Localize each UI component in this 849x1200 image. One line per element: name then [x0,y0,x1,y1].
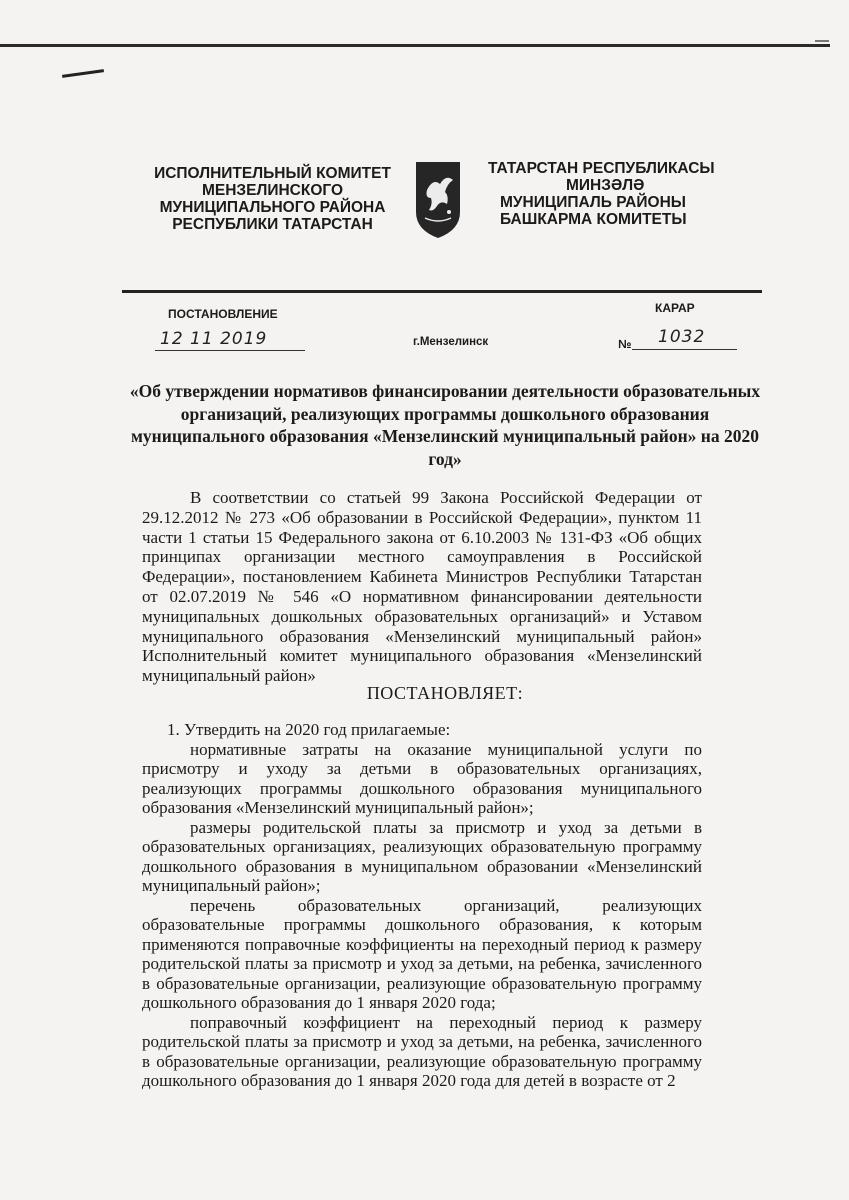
doc-date: 12 11 2019 [160,329,268,349]
document-title: «Об утверждении нормативов финансировании деятельности образовательных организаций, реализующих программы дошкольного образования муниципального образования «Мензелинский муниципальный район» на 2020 год» [129,381,761,469]
sub-item-3: перечень образовательных организаций, реализующих образовательные программы дошкольного образования, к которым применяются поправочные коэффициенты на переходный период к размеру родительской платы за присмотр и уход за детьми, на ребенка, зачисленного в образовательные организации, реализующие образовательную программу дошкольного образования до 1 января 2020 года; [142,895,702,1012]
org-ru-line-3: МУНИЦИПАЛЬНОГО РАЙОНА [159,199,386,216]
header-divider [122,290,762,293]
sub-item-4: поправочный коэффициент на переходный период к размеру родительской платы за присмотр и уход за детьми, на ребенка, зачисленного в образовательные организации, реализующие образовательную программу дошкольного образования до 1 января 2020 года для детей в возрасте от 2 [142,1012,702,1090]
coat-of-arms-icon [413,160,463,240]
top-border-line [0,44,830,47]
org-ru-line-2: МЕНЗЕЛИНСКОГО [201,182,344,199]
sub-item-2: размеры родительской платы за присмотр и уход за детьми в образовательных организациях, реализующих образовательную программу дошкольного образования в муниципальном образовании «Мензелинский муниципальный район»; [142,817,702,895]
preamble-text: В соответствии со статьей 99 Закона Российской Федерации от 29.12.2012 № 273 «Об образовании в Российской Федерации», пунктом 11 части 1 статьи 15 Федерального закона от 6.10.2003 № 131-ФЗ «Об общих принципах организации местного самоуправления в Российской Федерации», постановлением Кабинета Министров Республики Татарстан от 02.07.2019 № 546 «О нормативном финансировании деятельности муниципальных дошкольных образовательных организаций» и Уставом муниципального образования «Мензелинский муниципальный район» Исполнительный комитет муниципального образования «Мензелинский муниципальный район» [142,488,702,686]
sub-item-1: нормативные затраты на оказание муниципальной услуги по присмотру и уходу за детьми в образовательных организациях, реализующих программы дошкольного образования муниципального образования «Мензелинский муниципальный район»; [142,739,702,817]
city-name: г.Мензелинск [413,336,489,348]
resolution-items [142,720,702,1091]
org-name-russian [150,165,395,233]
date-underline [155,350,305,351]
org-tt-line-3: МУНИЦИПАЛЬ РАЙОНЫ [500,194,686,211]
preamble-block [142,488,702,686]
top-border-fragment [815,40,829,42]
org-ru-line-1: ИСПОЛНИТЕЛЬНЫЙ КОМИТЕТ [154,165,391,182]
resolve-heading: ПОСТАНОВЛЯЕТ: [366,683,524,703]
org-name-tatar [488,160,738,228]
pen-mark [62,69,104,78]
org-tt-line-1: ТАТАРСТАН РЕСПУБЛИКАСЫ [488,160,715,177]
item-1: 1. Утвердить на 2020 год прилагаемые: [167,720,451,739]
org-ru-line-4: РЕСПУБЛИКИ ТАТАРСТАН [172,216,373,233]
org-tt-line-2: МИНЗӘЛӘ [566,177,645,194]
doc-number: 1032 [658,327,706,347]
number-underline [632,349,737,350]
org-tt-line-4: БАШКАРМА КОМИТЕТЫ [500,211,687,228]
doc-type-ru: ПОСТАНОВЛЕНИЕ [168,307,278,321]
doc-type-tt: КАРАР [655,301,695,315]
doc-number-label: № [618,337,632,351]
